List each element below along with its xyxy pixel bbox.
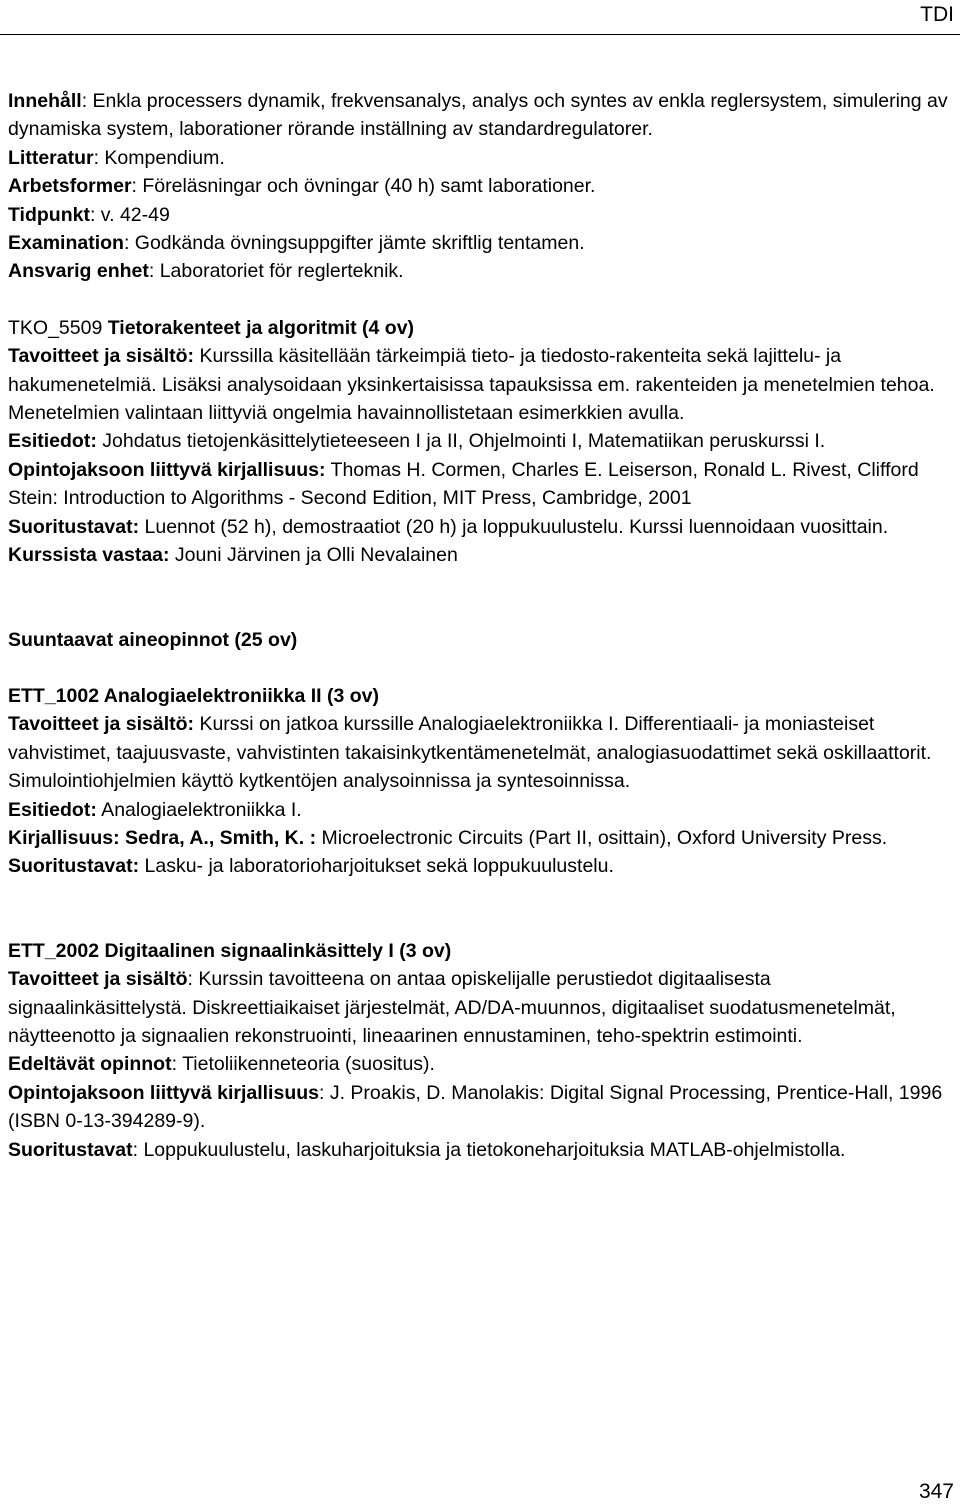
tko5509-vastaa: [8, 541, 948, 569]
tavoitteet-text: Kurssi on jatkoa kurssille Analogiaelektroniikka I. Differentiaali- ja moniasteiset vahvistimet, taajuusvaste, vahvistinten takaisinkytkentämenetelmät, analogiasuodattimet sekä oskillaattorit. Simulointiohjelmien käyttö kytkentöjen analysoinnissa ja syntesoinnissa.: [8, 713, 932, 793]
tidpunkt-label: Tidpunkt: [8, 203, 90, 226]
spacer: [8, 570, 948, 626]
edeltavat-label: Edeltävät opinnot: [8, 1053, 172, 1076]
ett2002-kirjallisuus: [8, 1079, 948, 1136]
examination-text: : Godkända övningsuppgifter jämte skriftlig tentamen.: [123, 232, 585, 255]
header-rule: [0, 34, 960, 35]
ansvarig-paragraph: [8, 257, 948, 285]
esitiedot-label: Esitiedot:: [8, 798, 97, 821]
course-title: Tietorakenteet ja algoritmit (4 ov): [107, 316, 415, 339]
ett1002-esitiedot: [8, 796, 948, 824]
kirjallisuus-label: Opintojaksoon liittyvä kirjallisuus:: [8, 458, 326, 481]
suoritustavat-text: : Loppukuulustelu, laskuharjoituksia ja tietokoneharjoituksia MATLAB-ohjelmistolla.: [132, 1138, 846, 1161]
vastaa-label: Kurssista vastaa:: [8, 544, 170, 567]
examination-paragraph: [8, 229, 948, 257]
ett2002-edeltavat: [8, 1050, 948, 1078]
ett1002-kirjallisuus: [8, 824, 948, 852]
innehall-label: Innehåll: [8, 90, 82, 112]
tko5509-suoritustavat: [8, 513, 948, 541]
tavoitteet-text: Kurssilla käsitellään tärkeimpiä tieto- ja tiedosto-rakenteita sekä lajittelu- ja hakumenetelmiä. Lisäksi analysoidaan yksinkertaisissa tapauksissa em. rakenteiden ja menetelmien tehoa. Menetelmien valintaan liittyviä ongelmia havainnollistetaan esimerkkien avulla.: [8, 345, 935, 425]
kirjallisuus-label: Kirjallisuus: Sedra, A., Smith, K. :: [8, 826, 317, 849]
ett1002-suoritustavat: [8, 852, 948, 880]
kirjallisuus-label: Opintojaksoon liittyvä kirjallisuus: [8, 1081, 319, 1104]
suoritustavat-label: Suoritustavat: [8, 1138, 133, 1161]
spacer: [8, 286, 948, 314]
suoritustavat-label: Suoritustavat:: [8, 855, 140, 878]
arbetsformer-paragraph: [8, 172, 948, 200]
suoritustavat-label: Suoritustavat:: [8, 515, 140, 538]
ett2002-heading: ETT_2002 Digitaalinen signaalinkäsittely I (3 ov): [8, 939, 452, 962]
ett1002-heading: ETT_1002 Analogiaelektroniikka II (3 ov): [8, 684, 379, 707]
spacer: [8, 881, 948, 937]
ansvarig-text: : Laboratoriet för reglerteknik.: [148, 260, 404, 283]
tidpunkt-paragraph: [8, 201, 948, 229]
examination-label: Examination: [8, 232, 124, 255]
litteratur-paragraph: [8, 144, 948, 172]
esitiedot-label: Esitiedot:: [8, 430, 97, 453]
edeltavat-text: : Tietoliikenneteoria (suositus).: [171, 1053, 435, 1076]
innehall-paragraph: [8, 87, 948, 144]
running-header: TDI: [920, 3, 954, 26]
kirjallisuus-text: Microelectronic Circuits (Part II, osittain), Oxford University Press.: [316, 826, 888, 849]
kirjallisuus-text: Thomas H. Cormen, Charles E. Leiserson, Ronald L. Rivest, Clifford Stein: Introduction to Algorithms - Second Edition, MIT Press, Cambridge, 2001: [8, 458, 919, 510]
tko5509-kirjallisuus: [8, 456, 948, 513]
section-heading: Suuntaavat aineopinnot (25 ov): [8, 628, 298, 651]
tavoitteet-label: Tavoitteet ja sisältö:: [8, 345, 195, 368]
page-number: 347: [918, 1480, 954, 1503]
esitiedot-text: Analogiaelektroniikka I.: [96, 798, 302, 821]
suoritustavat-text: Luennot (52 h), demostraatiot (20 h) ja loppukuulustelu. Kurssi luennoidaan vuosittain.: [139, 515, 889, 538]
litteratur-text: : Kompendium.: [93, 146, 225, 169]
ansvarig-label: Ansvarig enhet: [8, 260, 149, 283]
innehall-text: : Enkla processers dynamik, frekvensanalys, analys och syntes av enkla reglersystem, simulering av dynamiska system, laborationer rörande inställning av standardregulatorer.: [8, 90, 948, 141]
tidpunkt-text: : v. 42-49: [89, 203, 170, 226]
arbetsformer-text: : Föreläsningar och övningar (40 h) samt laborationer.: [131, 175, 596, 198]
page-content: [8, 87, 948, 1164]
ett2002-suoritustavat: [8, 1136, 948, 1164]
kirjallisuus-text: : J. Proakis, D. Manolakis: Digital Signal Processing, Prentice-Hall, 1996 (ISBN 0-13-394289-9).: [8, 1081, 943, 1133]
tavoitteet-label: Tavoitteet ja sisältö: [8, 968, 188, 991]
arbetsformer-label: Arbetsformer: [8, 175, 132, 198]
spacer: [8, 654, 948, 682]
tko5509-tavoitteet: [8, 342, 948, 427]
tko5509-esitiedot: [8, 427, 948, 455]
tavoitteet-text: : Kurssin tavoitteena on antaa opiskelijalle perustiedot digitaalisesta signaalinkäsittelystä. Diskreettiaikaiset järjestelmät, AD/DA-muunnos, digitaaliset suodatusmenetelmät, näytteenotto ja signaalien rekonstruointi, lineaarinen ennustaminen, teho-spektrin estimointi.: [8, 968, 896, 1047]
ett2002-tavoitteet: [8, 965, 948, 1050]
litteratur-label: Litteratur: [8, 146, 94, 169]
esitiedot-text: Johdatus tietojenkäsittelytieteeseen I ja II, Ohjelmointi I, Matematiikan peruskurssi I.: [96, 430, 826, 453]
course-code: TKO_5509: [8, 316, 103, 339]
suoritustavat-text: Lasku- ja laboratorioharjoitukset sekä loppukuulustelu.: [139, 855, 614, 878]
tavoitteet-label: Tavoitteet ja sisältö:: [8, 713, 195, 736]
tko5509-heading: [8, 314, 948, 342]
vastaa-text: Jouni Järvinen ja Olli Nevalainen: [169, 544, 458, 567]
ett1002-tavoitteet: [8, 710, 948, 795]
